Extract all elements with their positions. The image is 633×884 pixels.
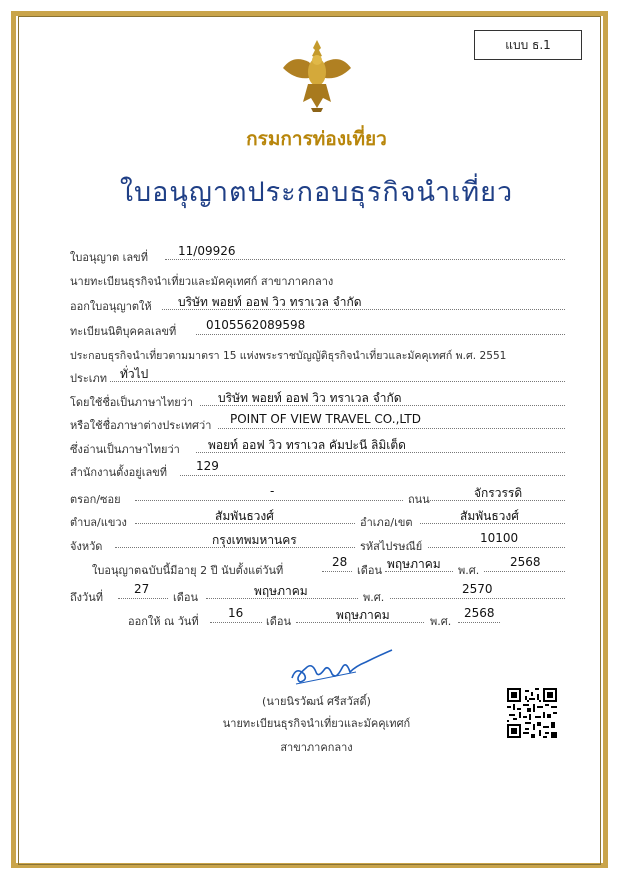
dotted-line <box>458 622 500 623</box>
dotted-line <box>196 452 565 453</box>
form-code-box: แบบ ธ.1 <box>474 30 582 60</box>
until-month: พฤษภาคม <box>254 584 308 598</box>
act-text: ประกอบธุรกิจนำเที่ยวตามมาตรา 15 แห่งพระราชบัญญัติธุรกิจนำเที่ยวและมัคคุเทศก์ พ.ศ. 2551 <box>70 350 507 362</box>
road-value: จักรวรรดิ <box>474 486 523 500</box>
province-label: จังหวัด <box>70 540 103 553</box>
dotted-line <box>385 571 453 572</box>
issued-to-label: ออกใบอนุญาตให้ <box>70 300 152 313</box>
issued-label: ออกให้ ณ วันที่ <box>128 615 199 628</box>
dotted-line <box>115 547 355 548</box>
dotted-line <box>206 598 358 599</box>
subdistrict-value: สัมพันธวงศ์ <box>215 509 274 523</box>
reading-label: ซึ่งอ่านเป็นภาษาไทยว่า <box>70 443 180 456</box>
dotted-line <box>296 622 424 623</box>
foreign-name-value: POINT OF VIEW TRAVEL CO.,LTD <box>230 412 421 426</box>
dotted-line <box>110 381 565 382</box>
issued-month-label: เดือน <box>266 615 292 628</box>
district-label: อำเภอ/เขต <box>360 516 413 529</box>
issued-day: 16 <box>228 606 244 620</box>
type-label: ประเภท <box>70 372 108 385</box>
juristic-id-label: ทะเบียนนิติบุคคลเลขที่ <box>70 325 177 338</box>
dotted-line <box>162 309 565 310</box>
juristic-id-value: 0105562089598 <box>206 318 306 332</box>
thai-name-label: โดยใช้ชื่อเป็นภาษาไทยว่า <box>70 396 194 409</box>
dotted-line <box>135 500 403 501</box>
qr-code <box>507 688 557 738</box>
signatory-position: นายทะเบียนธุรกิจนำเที่ยวและมัคคุเทศก์ <box>222 717 411 730</box>
issued-year: 2568 <box>464 606 495 620</box>
dotted-line <box>118 598 168 599</box>
dotted-line <box>322 571 352 572</box>
certificate-title: ใบอนุญาตประกอบธุรกิจนำเที่ยว <box>119 177 514 208</box>
subdistrict-label: ตำบล/แขวง <box>70 516 127 529</box>
until-year: 2570 <box>462 582 493 596</box>
validity-year: 2568 <box>510 555 541 569</box>
dotted-line <box>196 334 565 335</box>
issued-month: พฤษภาคม <box>336 608 390 622</box>
dotted-line <box>210 622 262 623</box>
dotted-line <box>135 523 355 524</box>
dotted-line <box>165 259 565 260</box>
office-no-label: สำนักงานตั้งอยู่เลขที่ <box>70 466 167 479</box>
district-value: สัมพันธวงศ์ <box>460 509 519 523</box>
postcode-value: 10100 <box>480 531 519 545</box>
garuda-emblem-icon <box>281 38 353 112</box>
registrar-office: นายทะเบียนธุรกิจนำเที่ยวและมัคคุเทศก์ สาขาภาคกลาง <box>70 275 334 288</box>
road-label: ถนน <box>408 493 430 506</box>
postcode-label: รหัสไปรษณีย์ <box>360 540 423 553</box>
signatory-branch: สาขาภาคกลาง <box>280 741 353 754</box>
reading-value: พอยท์ ออฟ วิว ทราเวล คัมปะนี ลิมิเต็ด <box>208 438 406 452</box>
dotted-line <box>430 500 565 501</box>
validity-month-label: เดือน <box>357 564 383 577</box>
license-number: 11/09926 <box>178 244 236 258</box>
dotted-line <box>428 547 565 548</box>
validity-day: 28 <box>332 555 348 569</box>
office-no-value: 129 <box>196 459 219 473</box>
province-value: กรุงเทพมหานคร <box>212 533 297 547</box>
until-month-label: เดือน <box>173 591 199 604</box>
dotted-line <box>390 598 565 599</box>
dotted-line <box>484 571 565 572</box>
validity-prefix: ใบอนุญาตฉบับนี้มีอายุ 2 ปี นับตั้งแต่วันที่ <box>92 564 284 577</box>
soi-label: ตรอก/ซอย <box>70 493 121 506</box>
validity-year-label: พ.ศ. <box>458 564 480 577</box>
type-value: ทั่วไป <box>120 367 149 381</box>
license-label: ใบอนุญาต เลขที่ <box>70 251 148 264</box>
dotted-line <box>200 405 565 406</box>
issued-to-value: บริษัท พอยท์ ออฟ วิว ทราเวล จำกัด <box>178 295 362 309</box>
dotted-line <box>420 523 565 524</box>
handwritten-signature <box>286 648 396 688</box>
validity-month: พฤษภาคม <box>387 557 441 571</box>
until-year-label: พ.ศ. <box>363 591 385 604</box>
until-label: ถึงวันที่ <box>70 591 103 604</box>
soi-value: - <box>270 484 275 498</box>
dotted-line <box>218 428 565 429</box>
issued-year-label: พ.ศ. <box>430 615 452 628</box>
signatory-name: (นายนิรวัฒน์ ศรีสวัสดิ์) <box>262 695 371 708</box>
department-name: กรมการท่องเที่ยว <box>246 128 387 150</box>
foreign-name-label: หรือใช้ชื่อภาษาต่างประเทศว่า <box>70 419 212 432</box>
until-day: 27 <box>134 582 150 596</box>
dotted-line <box>180 475 565 476</box>
thai-name-value: บริษัท พอยท์ ออฟ วิว ทราเวล จำกัด <box>218 391 402 405</box>
